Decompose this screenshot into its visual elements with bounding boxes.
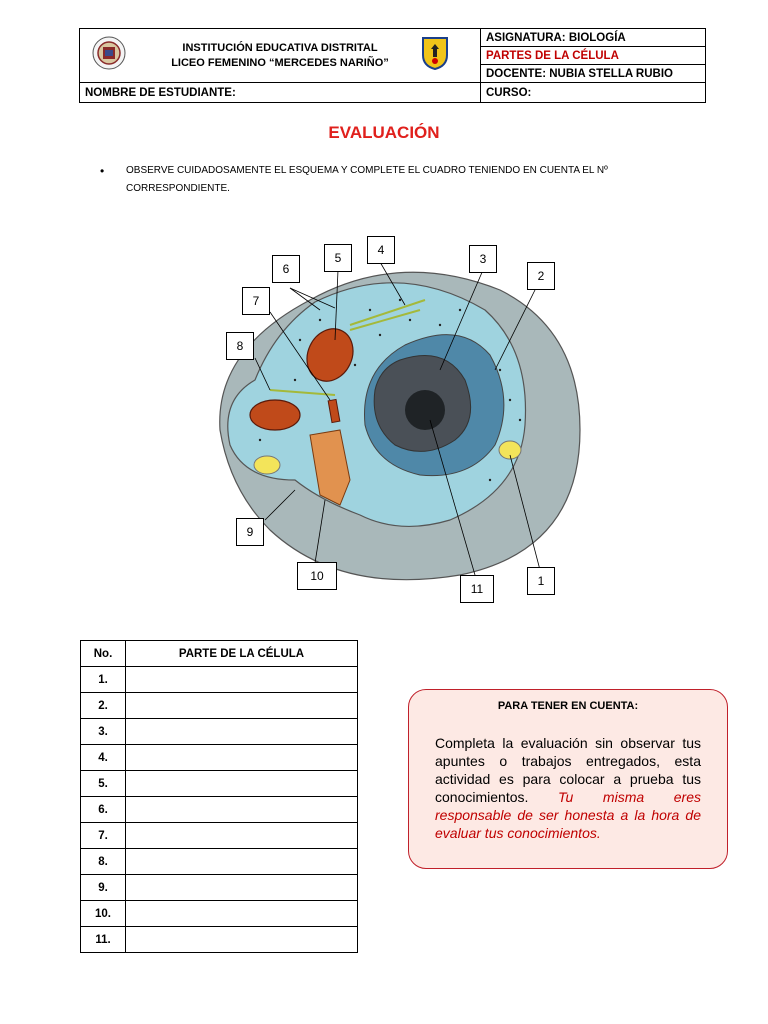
answer-cell[interactable] xyxy=(126,797,358,823)
answer-cell[interactable] xyxy=(126,849,358,875)
page-title: EVALUACIÓN xyxy=(328,123,440,142)
institution-name-1: INSTITUCIÓN EDUCATIVA DISTRITAL xyxy=(182,41,378,54)
header-table xyxy=(79,28,706,103)
diagram-label-4: 4 xyxy=(367,236,395,264)
bullet-icon: • xyxy=(100,164,105,178)
column-header-part: PARTE DE LA CÉLULA xyxy=(126,641,358,667)
answer-cell[interactable] xyxy=(126,771,358,797)
row-number: 1. xyxy=(81,667,126,693)
row-number: 4. xyxy=(81,745,126,771)
table-row xyxy=(81,719,358,745)
diagram-label-11: 11 xyxy=(460,575,494,603)
course-field[interactable]: CURSO: xyxy=(481,83,706,103)
answer-cell[interactable] xyxy=(126,875,358,901)
bogota-coat-of-arms-icon xyxy=(420,35,450,71)
row-number: 8. xyxy=(81,849,126,875)
diagram-label-9: 9 xyxy=(236,518,264,546)
table-row xyxy=(81,797,358,823)
answer-table xyxy=(80,640,358,953)
diagram-label-2: 2 xyxy=(527,262,555,290)
cell-diagram xyxy=(200,230,600,610)
row-number: 9. xyxy=(81,875,126,901)
row-number: 2. xyxy=(81,693,126,719)
note-box xyxy=(408,689,728,869)
row-number: 5. xyxy=(81,771,126,797)
answer-cell[interactable] xyxy=(126,823,358,849)
table-row xyxy=(81,771,358,797)
row-number: 7. xyxy=(81,823,126,849)
note-text xyxy=(435,734,701,842)
answer-cell[interactable] xyxy=(126,719,358,745)
row-number: 11. xyxy=(81,927,126,953)
table-row xyxy=(81,745,358,771)
instruction-text: OBSERVE CUIDADOSAMENTE EL ESQUEMA Y COMPLETE EL CUADRO TENIENDO EN CUENTA EL Nº CORRESPONDIENTE. xyxy=(126,165,608,194)
institution-name-2: LICEO FEMENINO “MERCEDES NARIÑO” xyxy=(171,56,389,69)
diagram-label-5: 5 xyxy=(324,244,352,272)
table-row xyxy=(81,875,358,901)
answer-cell[interactable] xyxy=(126,693,358,719)
instruction xyxy=(100,162,660,198)
subject-cell: ASIGNATURA: BIOLOGÍA xyxy=(481,29,706,47)
diagram-label-6: 6 xyxy=(272,255,300,283)
table-row xyxy=(81,823,358,849)
table-row xyxy=(81,849,358,875)
answer-cell[interactable] xyxy=(126,927,358,953)
diagram-label-10: 10 xyxy=(297,562,337,590)
diagram-label-1: 1 xyxy=(527,567,555,595)
table-row xyxy=(81,693,358,719)
institution-cell xyxy=(80,29,481,83)
row-number: 6. xyxy=(81,797,126,823)
answer-cell[interactable] xyxy=(126,745,358,771)
table-row xyxy=(81,667,358,693)
row-number: 10. xyxy=(81,901,126,927)
table-row xyxy=(81,927,358,953)
note-body: Completa la evaluación sin observar tus apuntes o trabajos entregados, esta actividad es para colocar a prueba tus conocimientos. xyxy=(435,735,701,805)
diagram-label-8: 8 xyxy=(226,332,254,360)
student-name-field[interactable]: NOMBRE DE ESTUDIANTE: xyxy=(80,83,481,103)
column-header-no: No. xyxy=(81,641,126,667)
diagram-label-3: 3 xyxy=(469,245,497,273)
answer-cell[interactable] xyxy=(126,901,358,927)
table-row xyxy=(81,901,358,927)
teacher-cell: DOCENTE: NUBIA STELLA RUBIO xyxy=(481,65,706,83)
note-title: PARA TENER EN CUENTA: xyxy=(497,700,639,712)
topic-cell: PARTES DE LA CÉLULA xyxy=(481,47,706,65)
school-crest-icon xyxy=(92,35,126,71)
diagram-label-7: 7 xyxy=(242,287,270,315)
row-number: 3. xyxy=(81,719,126,745)
answer-cell[interactable] xyxy=(126,667,358,693)
note-emphasis: Tu misma eres responsable de ser honesta a la hora de evaluar tus conocimientos. xyxy=(435,789,701,841)
